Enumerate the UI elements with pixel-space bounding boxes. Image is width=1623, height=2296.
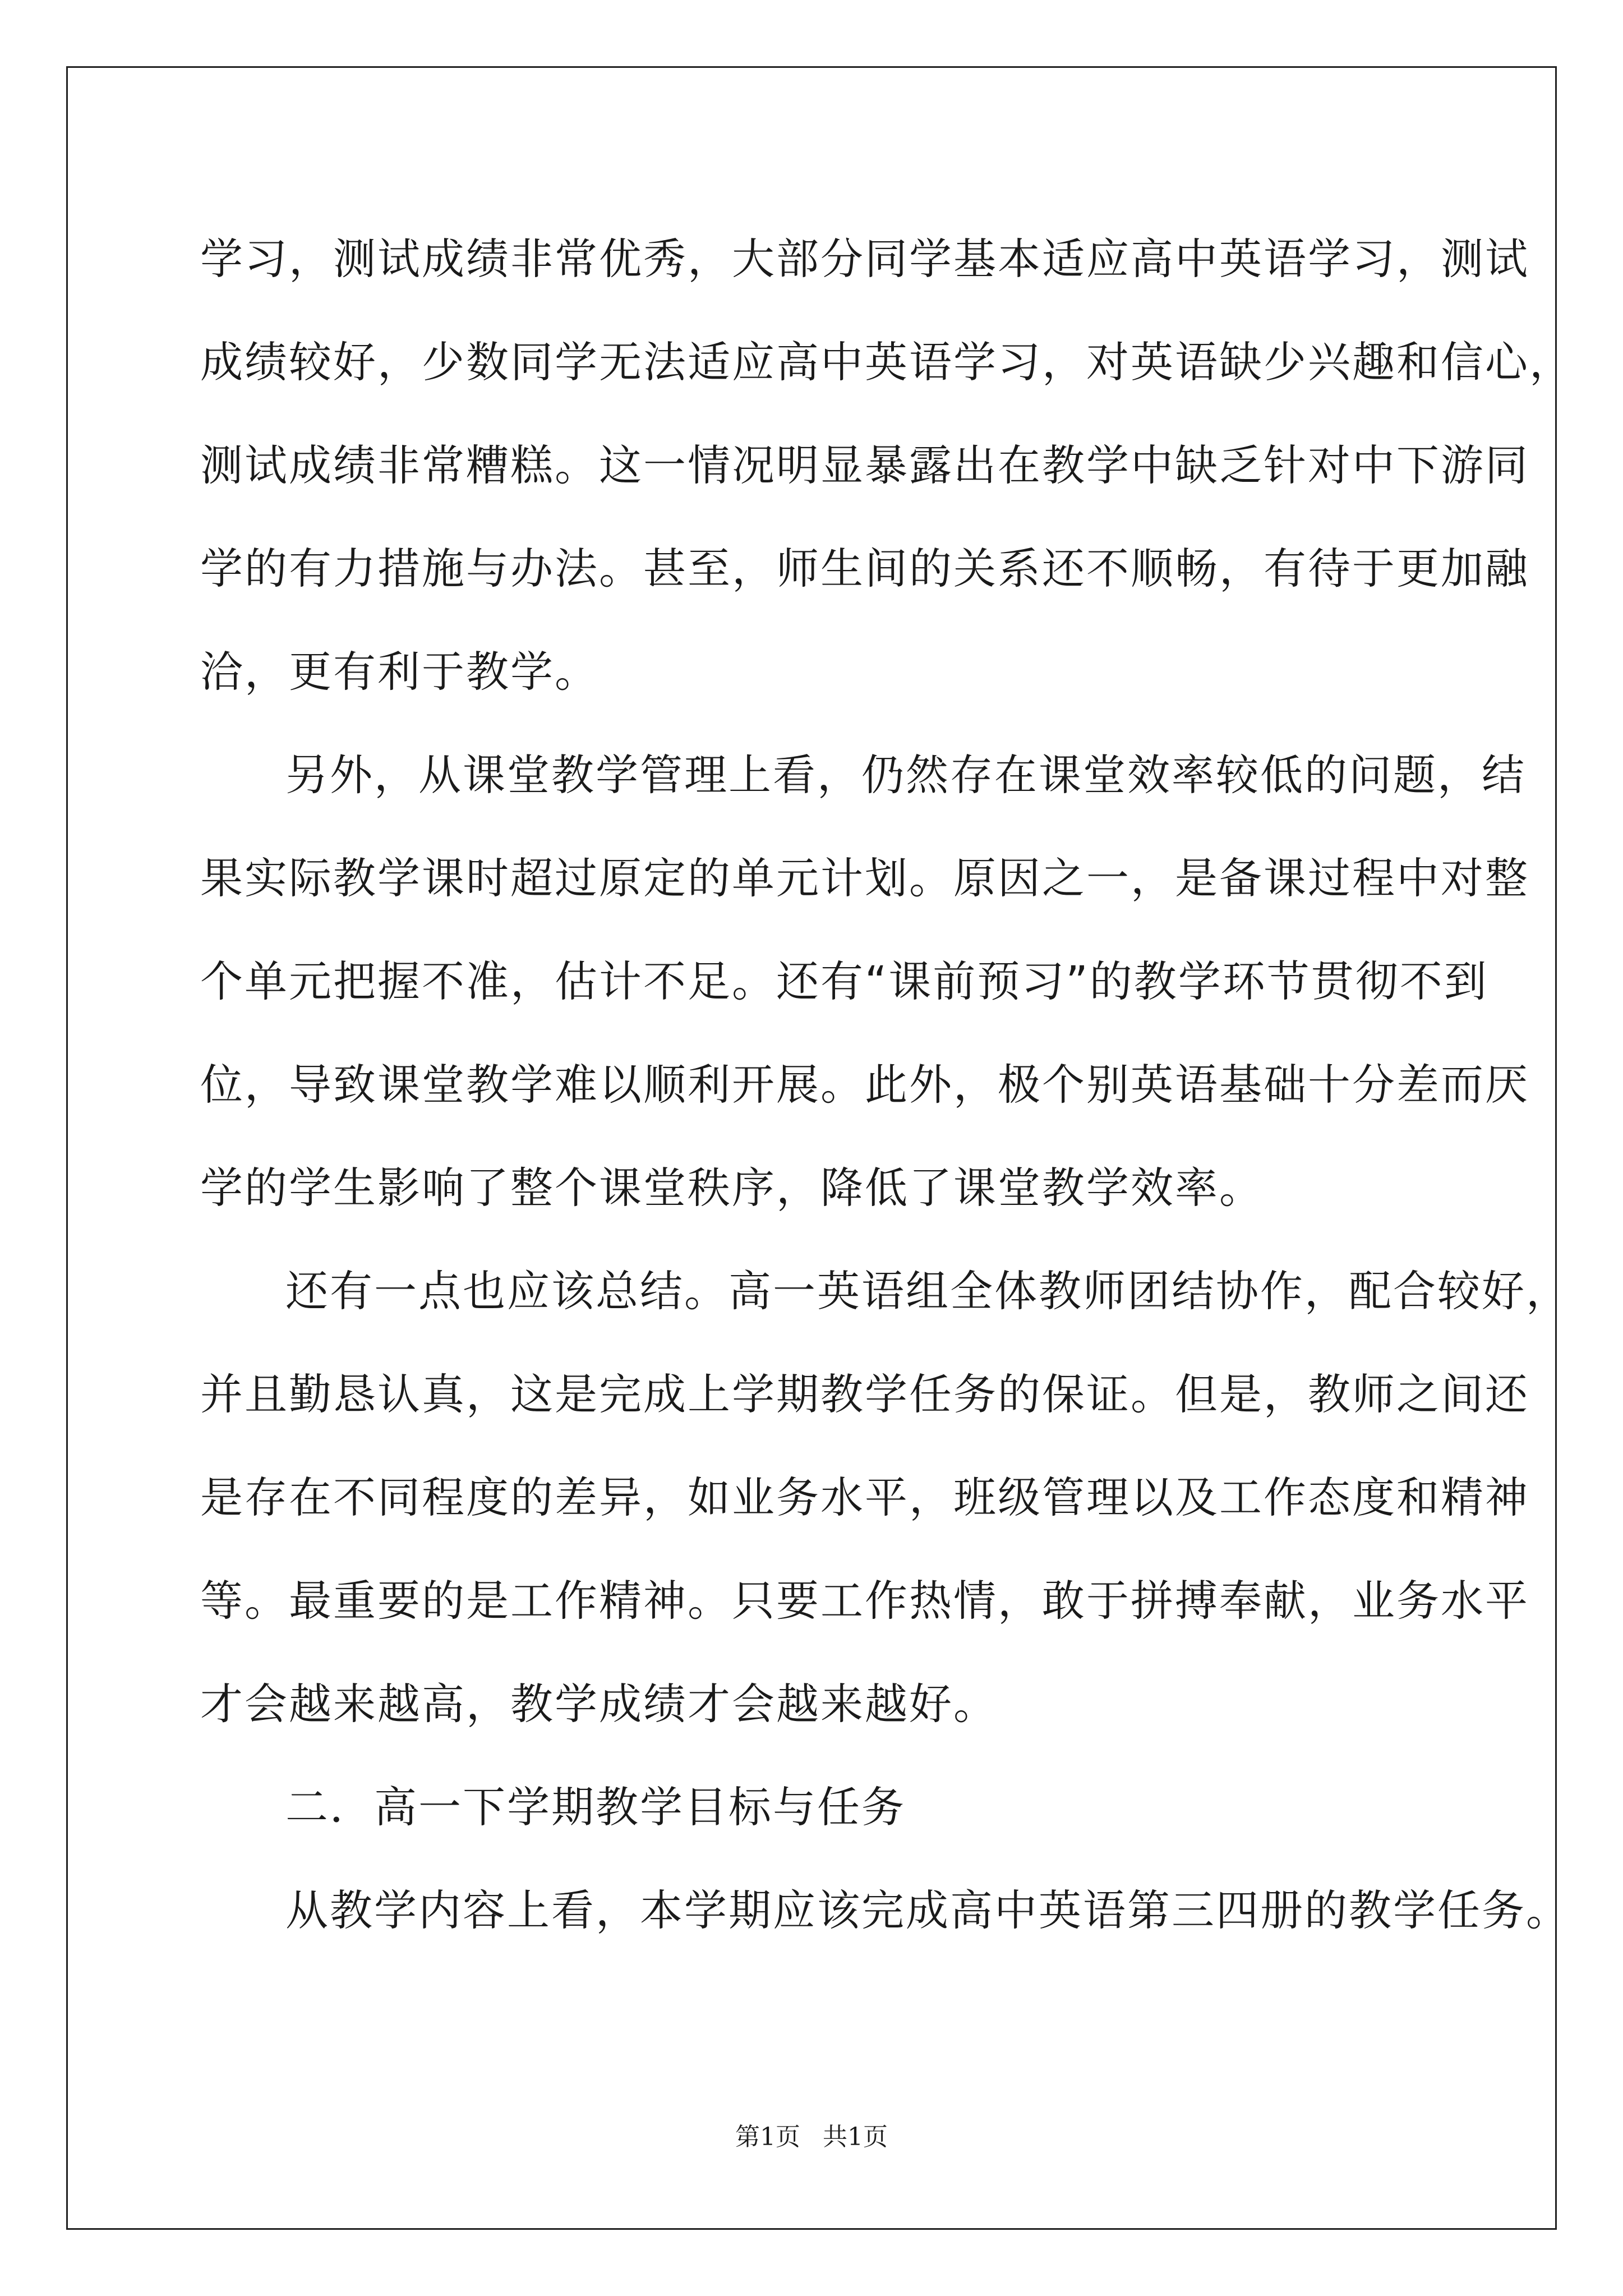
text-line: 测试成绩非常糟糕。这一情况明显暴露出在教学中缺乏针对中下游同 [200, 440, 1529, 490]
page-total: 共1页 [823, 2123, 888, 2151]
text-line: 还有一点也应该总结。高一英语组全体教师团结协作，配合较好， [285, 1266, 1570, 1316]
text-line: 学的学生影响了整个课堂秩序，降低了课堂教学效率。 [200, 1163, 1264, 1213]
text-line: 才会越来越高，教学成绩才会越来越好。 [200, 1679, 998, 1729]
text-line: 学习，测试成绩非常优秀，大部分同学基本适应高中英语学习，测试 [200, 234, 1529, 284]
text-line: 是存在不同程度的差异，如业务水平，班级管理以及工作态度和精神 [200, 1473, 1529, 1522]
text-line: 洽，更有利于教学。 [200, 647, 599, 697]
text-line: 果实际教学课时超过原定的单元计划。原因之一，是备课过程中对整 [200, 853, 1529, 903]
text-line: 个单元把握不准，估计不足。还有“课前预习”的教学环节贯彻不到 [200, 956, 1488, 1006]
text-line: 并且勤恳认真，这是完成上学期教学任务的保证。但是，教师之间还 [200, 1369, 1529, 1419]
page-number: 第1页 [735, 2123, 800, 2151]
text-line: 另外，从课堂教学管理上看，仍然存在课堂效率较低的问题，结 [285, 750, 1526, 800]
text-line: 从教学内容上看，本学期应该完成高中英语第三四册的教学任务。 [285, 1885, 1570, 1935]
document-body [200, 208, 1574, 1962]
text-line: 成绩较好，少数同学无法适应高中英语学习，对英语缺少兴趣和信心， [200, 337, 1574, 387]
page-footer [0, 2120, 1623, 2154]
text-line: 位，导致课堂教学难以顺利开展。此外，极个别英语基础十分差而厌 [200, 1060, 1529, 1110]
text-line: 学的有力措施与办法。甚至，师生间的关系还不顺畅，有待于更加融 [200, 544, 1529, 593]
section-heading: 二．高一下学期教学目标与任务 [285, 1782, 906, 1832]
text-line: 等。最重要的是工作精神。只要工作热情，敢于拼搏奉献，业务水平 [200, 1576, 1529, 1626]
